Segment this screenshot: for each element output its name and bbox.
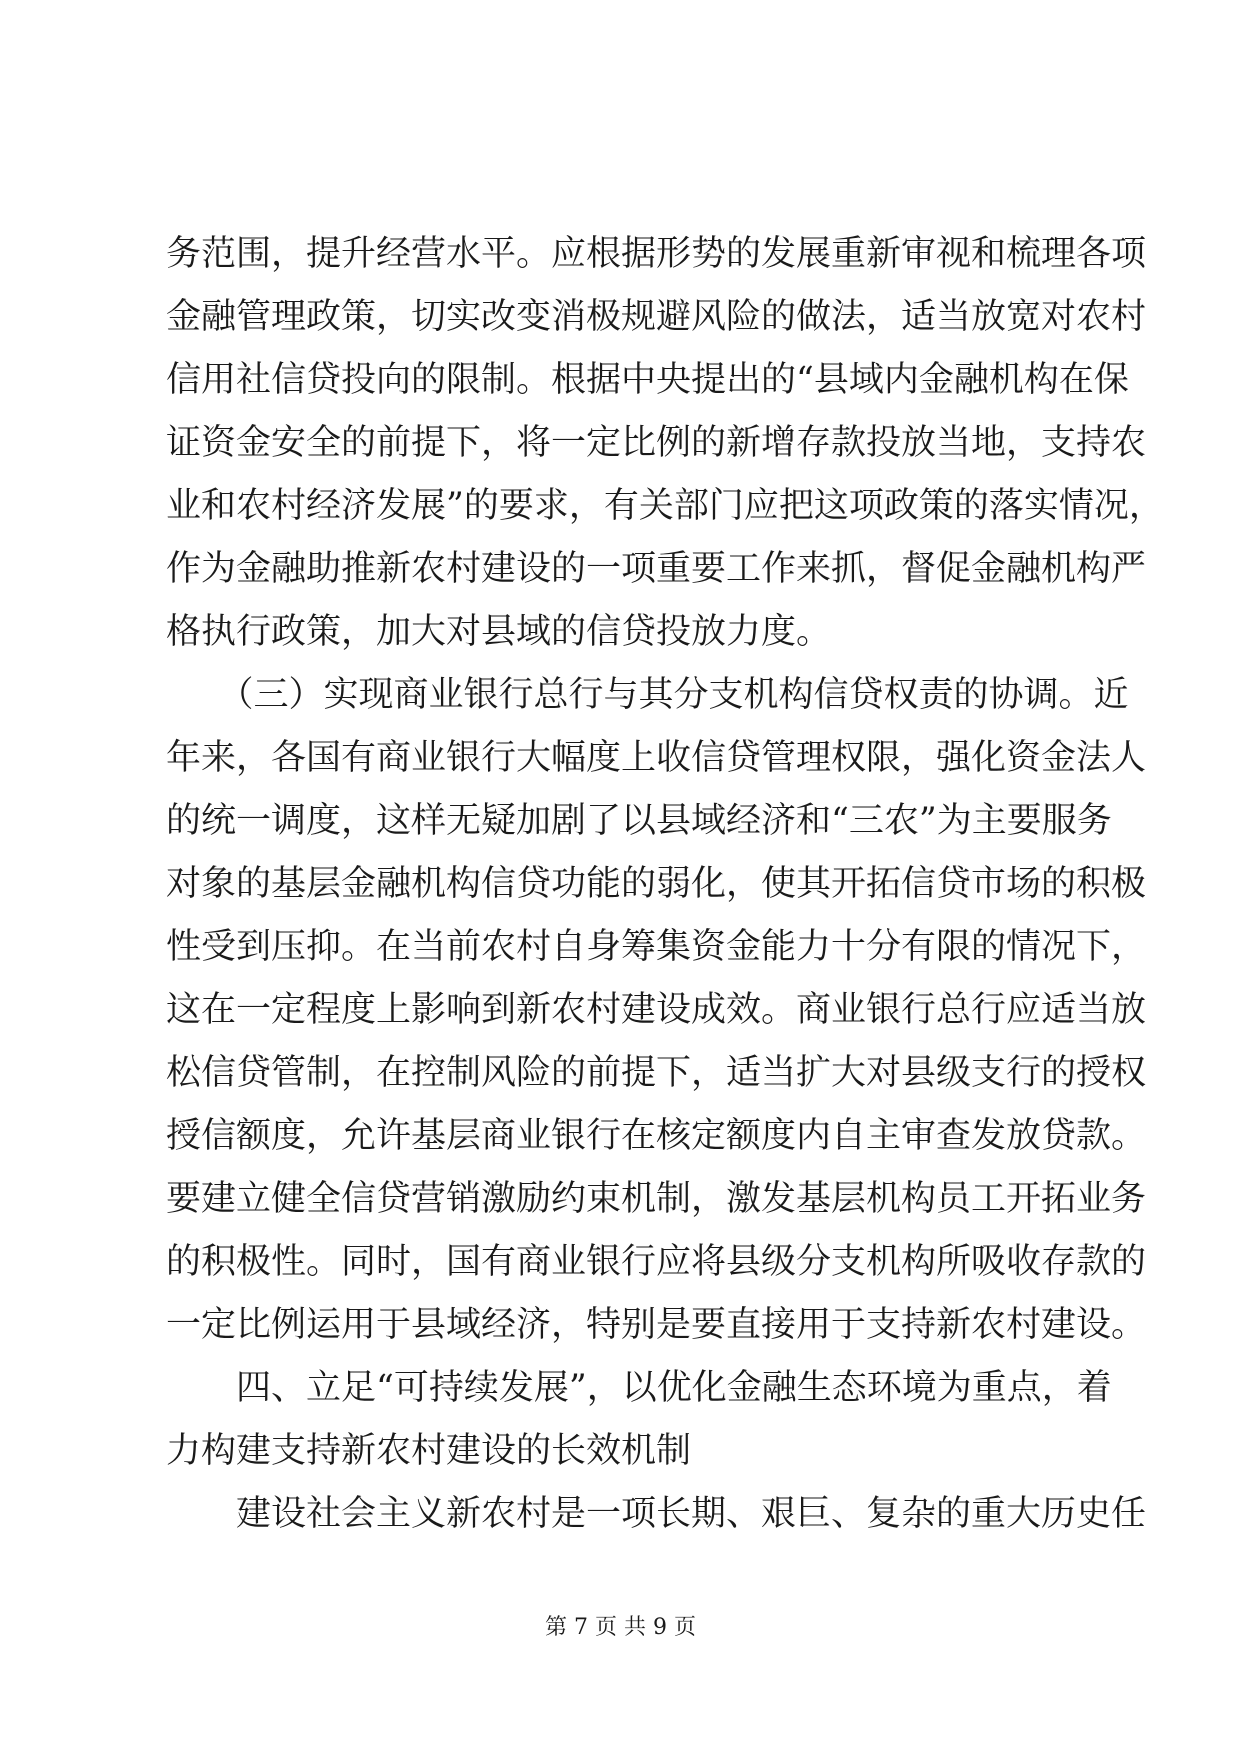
text-line: 松信贷管制，在控制风险的前提下，适当扩大对县级支行的授权 — [166, 1053, 1147, 1093]
text-line: 信用社信贷投向的限制。根据中央提出的“县域内金融机构在保 — [166, 360, 1129, 400]
text-line: 年来，各国有商业银行大幅度上收信贷管理权限，强化资金法人 — [166, 738, 1147, 778]
text-line: 力构建支持新农村建设的长效机制 — [166, 1431, 692, 1471]
text-line: 金融管理政策，切实改变消极规避风险的做法，适当放宽对农村 — [166, 297, 1147, 337]
text-line: 建设社会主义新农村是一项长期、艰巨、复杂的重大历史任 — [166, 1494, 1147, 1534]
text-line: 性受到压抑。在当前农村自身筹集资金能力十分有限的情况下， — [166, 927, 1147, 967]
text-line: 业和农村经济发展”的要求，有关部门应把这项政策的落实情况， — [166, 486, 1164, 526]
page-footer — [0, 1610, 1241, 1641]
text-line: 格执行政策，加大对县域的信贷投放力度。 — [166, 612, 832, 652]
document-body — [166, 223, 1164, 1546]
text-line: 授信额度，允许基层商业银行在核定额度内自主审查发放贷款。 — [166, 1116, 1147, 1156]
text-line: 四、立足“可持续发展”，以优化金融生态环境为重点，着 — [166, 1368, 1112, 1408]
text-line: 务范围，提升经营水平。应根据形势的发展重新审视和梳理各项 — [166, 234, 1147, 274]
text-line: 的统一调度，这样无疑加剧了以县域经济和“三农”为主要服务 — [166, 801, 1112, 841]
text-line: 作为金融助推新农村建设的一项重要工作来抓，督促金融机构严 — [166, 549, 1147, 589]
text-line: 要建立健全信贷营销激励约束机制，激发基层机构员工开拓业务 — [166, 1179, 1147, 1219]
text-line: 证资金安全的前提下，将一定比例的新增存款投放当地，支持农 — [166, 423, 1147, 463]
text-line: （三）实现商业银行总行与其分支机构信贷权责的协调。近 — [166, 675, 1129, 715]
text-line: 一定比例运用于县域经济，特别是要直接用于支持新农村建设。 — [166, 1305, 1147, 1345]
page-number: 第 7 页 共 9 页 — [545, 1615, 696, 1640]
text-line: 的积极性。同时，国有商业银行应将县级分支机构所吸收存款的 — [166, 1242, 1147, 1282]
text-line: 对象的基层金融机构信贷功能的弱化，使其开拓信贷市场的积极 — [166, 864, 1147, 904]
text-line: 这在一定程度上影响到新农村建设成效。商业银行总行应适当放 — [166, 990, 1147, 1030]
